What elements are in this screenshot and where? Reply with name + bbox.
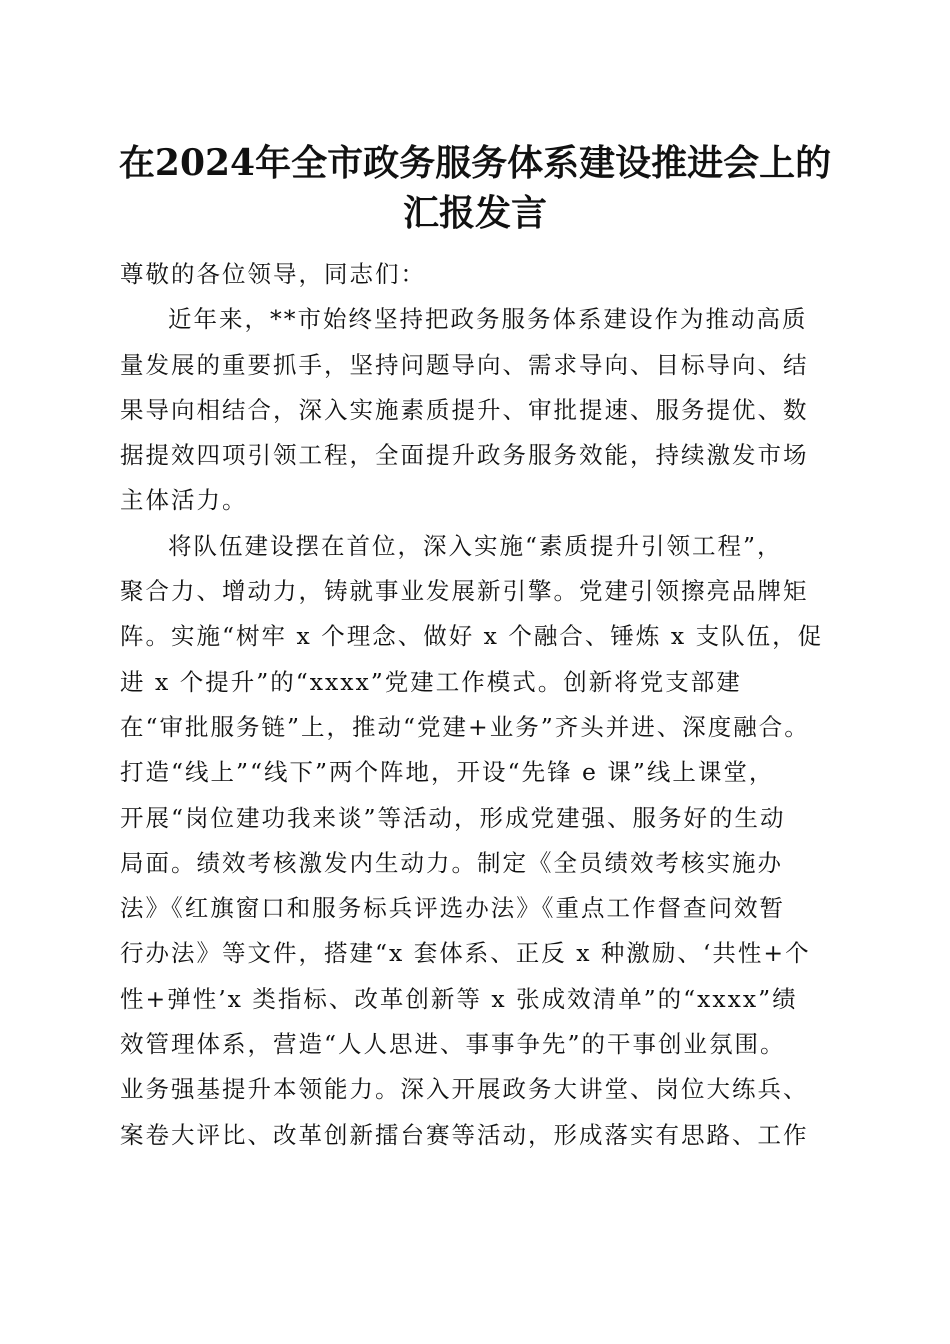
paragraph-line: 性+弹性’x 类指标、改革创新等 x 张成效清单”的“xxxx”绩 [120,984,798,1013]
paragraph-line: 效管理体系，营造“人人思进、事事争先”的干事创业氛围。 [120,1030,786,1059]
paragraph-line: 主体活力。 [120,486,248,515]
paragraph-line: 据提效四项引领工程，全面提升政务服务效能，持续激发市场 [120,441,809,470]
paragraph-line: 案卷大评比、改革创新擂台赛等活动，形成落实有思路、工作 [120,1120,809,1149]
paragraph-2 [120,524,832,1158]
document-body [120,252,832,1158]
paragraph-line: 近年来，**市始终坚持把政务服务体系建设作为推动高质 [168,305,808,334]
salutation: 尊敬的各位领导，同志们： [120,260,426,288]
paragraph-line: 局面。绩效考核激发内生动力。制定《全员绩效考核实施办 [120,848,783,877]
paragraph-1 [120,297,832,523]
paragraph-line: 法》《红旗窗口和服务标兵评选办法》《重点工作督查问效暂 [120,894,785,923]
paragraph-line: 阵。实施“树牢 x 个理念、做好 x 个融合、锤炼 x 支队伍，促 [120,622,824,651]
title-line-1: 在2024年全市政务服务体系建设推进会上的 [118,142,832,184]
title-line-2: 汇报发言 [402,192,547,234]
paragraph-line: 进 x 个提升”的“xxxx”党建工作模式。创新将党支部建 [120,667,742,696]
paragraph-line: 打造“线上”“线下”两个阵地，开设“先锋 e 课”线上课堂， [120,758,775,787]
paragraph-line: 开展“岗位建功我来谈”等活动，形成党建强、服务好的生动 [120,803,786,832]
document-title [110,138,840,238]
paragraph-line: 在“审批服务链”上，推动“党建+业务”齐头并进、深度融合。 [120,712,810,741]
paragraph-line: 行办法》等文件，搭建“x 套体系、正反 x 种激励、‘共性+个 [120,939,811,968]
paragraph-line: 聚合力、增动力，铸就事业发展新引擎。党建引领擦亮品牌矩 [120,577,809,606]
paragraph-line: 将队伍建设摆在首位，深入实施“素质提升引领工程”， [168,531,783,560]
paragraph-line: 业务强基提升本领能力。深入开展政务大讲堂、岗位大练兵、 [120,1075,809,1104]
paragraph-line: 果导向相结合，深入实施素质提升、审批提速、服务提优、数 [120,395,809,424]
paragraph-line: 量发展的重要抓手，坚持问题导向、需求导向、目标导向、结 [120,350,809,379]
